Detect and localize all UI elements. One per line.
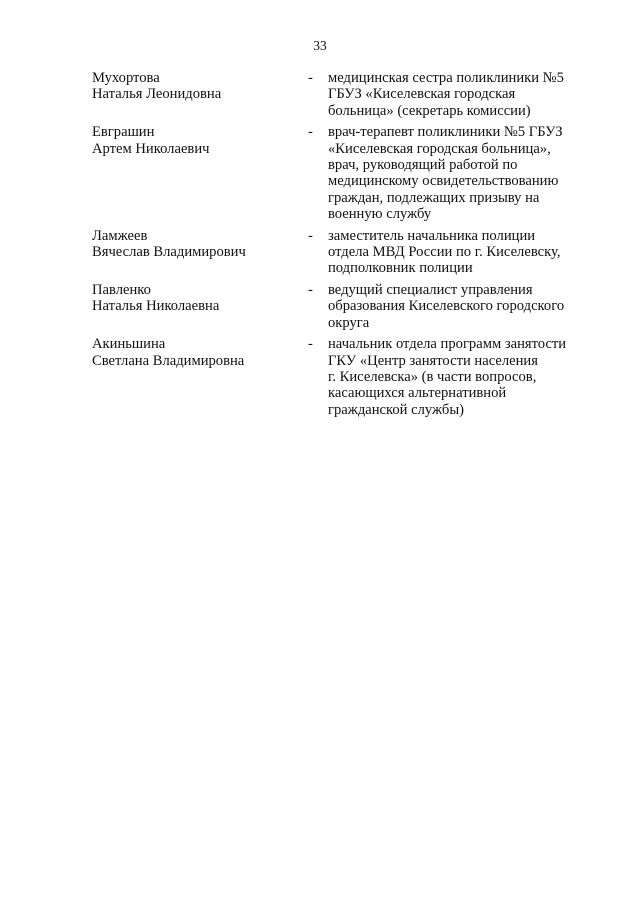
member-name bbox=[92, 336, 297, 369]
role-line: медицинская сестра поликлиники №5 bbox=[328, 70, 564, 86]
member-name bbox=[92, 70, 297, 103]
role-line: заместитель начальника полиции bbox=[328, 227, 536, 244]
member-role bbox=[328, 228, 590, 277]
page-number: 33 bbox=[313, 38, 327, 53]
role-line: ГБУЗ «Киселевская городская bbox=[328, 86, 516, 103]
member-name bbox=[92, 228, 297, 261]
member-given-names: Наталья Леонидовна bbox=[92, 86, 222, 103]
role-line: округа bbox=[328, 314, 370, 331]
member-name bbox=[92, 282, 297, 315]
member-surname: Павленко bbox=[92, 281, 151, 298]
member-entry bbox=[0, 70, 640, 119]
member-surname: Мухортова bbox=[92, 70, 160, 86]
member-given-names: Светлана Владимировна bbox=[92, 352, 245, 369]
role-line: врач, руководящий работой по bbox=[328, 157, 518, 174]
member-role bbox=[328, 336, 590, 418]
member-role bbox=[328, 282, 590, 331]
role-line: граждан, подлежащих призыву на bbox=[328, 189, 540, 206]
member-role bbox=[328, 124, 590, 222]
role-line: образования Киселевского городского bbox=[328, 298, 565, 315]
entry-dash: - bbox=[308, 227, 313, 244]
role-line: касающихся альтернативной bbox=[328, 385, 507, 402]
role-line: ведущий специалист управления bbox=[328, 281, 533, 298]
entry-dash: - bbox=[308, 281, 313, 298]
role-line: больница» (секретарь комиссии) bbox=[328, 102, 531, 119]
member-surname: Акиньшина bbox=[92, 336, 166, 353]
member-entry bbox=[0, 282, 640, 331]
role-line: отдела МВД России по г. Киселевску, bbox=[328, 244, 561, 261]
entry-dash: - bbox=[308, 124, 313, 141]
member-name bbox=[92, 124, 297, 157]
role-line: военную службу bbox=[328, 206, 432, 223]
role-line: ГКУ «Центр занятости населения bbox=[328, 352, 538, 369]
member-entry bbox=[0, 124, 640, 222]
entry-dash: - bbox=[308, 336, 313, 353]
commission-member-list bbox=[0, 70, 640, 418]
member-surname: Ламжеев bbox=[92, 227, 148, 244]
role-line: г. Киселевска» (в части вопросов, bbox=[328, 368, 537, 385]
role-line: медицинскому освидетельствованию bbox=[328, 173, 559, 190]
role-line: начальник отдела программ занятости bbox=[328, 336, 567, 353]
member-entry bbox=[0, 228, 640, 277]
member-given-names: Наталья Николаевна bbox=[92, 298, 220, 315]
role-line: подполковник полиции bbox=[328, 260, 473, 277]
member-given-names: Артем Николаевич bbox=[92, 140, 210, 157]
member-given-names: Вячеслав Владимирович bbox=[92, 244, 246, 261]
member-role bbox=[328, 70, 590, 119]
role-line: гражданской службы) bbox=[328, 401, 464, 418]
role-line: «Киселевская городская больница», bbox=[328, 140, 551, 157]
entry-dash: - bbox=[308, 70, 313, 86]
role-line: врач-терапевт поликлиники №5 ГБУЗ bbox=[328, 124, 563, 141]
member-entry bbox=[0, 336, 640, 418]
member-surname: Евграшин bbox=[92, 124, 155, 141]
